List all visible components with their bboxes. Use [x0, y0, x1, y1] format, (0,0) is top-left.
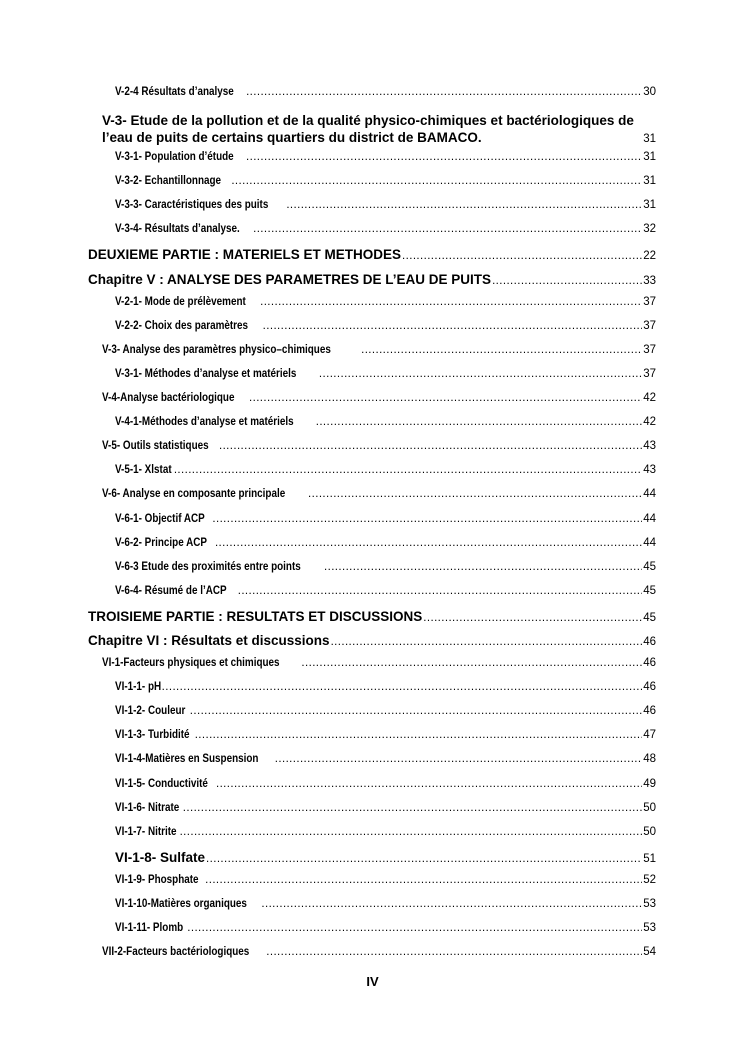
- dot-leader: [319, 368, 642, 380]
- toc-page-number: 48: [643, 753, 656, 766]
- dot-leader: [246, 151, 642, 163]
- dot-leader: [231, 175, 642, 187]
- toc-entry[interactable]: [88, 874, 656, 898]
- toc-entry[interactable]: [88, 368, 656, 392]
- page-number: IV: [366, 974, 379, 989]
- dot-leader: [212, 513, 642, 525]
- toc-entry[interactable]: [88, 296, 656, 320]
- toc-page-number: 45: [643, 584, 656, 597]
- toc-page-number: 45: [643, 560, 656, 573]
- toc-entry[interactable]: [88, 657, 656, 681]
- toc-page-number: 44: [643, 488, 656, 501]
- toc-page-number: 31: [643, 133, 656, 146]
- toc-entry-title: V-2-4 Résultats d’analyse: [115, 86, 234, 98]
- toc-entry-title: V-3-1- Population d’étude: [115, 151, 234, 164]
- dot-leader: [260, 296, 642, 308]
- toc-page-number: 53: [643, 922, 656, 935]
- toc-entry[interactable]: [88, 753, 656, 777]
- toc-entry-title: VI-1-10-Matières organiques: [115, 898, 247, 910]
- toc-page-number: 47: [643, 729, 656, 742]
- toc-entry[interactable]: [88, 175, 656, 199]
- dot-leader: [316, 416, 642, 428]
- dot-leader: [266, 946, 642, 958]
- dot-leader: [195, 729, 643, 741]
- toc-entry-title: VI-1-9- Phosphate: [115, 873, 199, 886]
- toc-entry[interactable]: [88, 440, 656, 464]
- toc-entry[interactable]: [88, 416, 656, 440]
- toc-entry-title: V-3- Analyse des paramètres physico–chimiques: [102, 343, 331, 356]
- toc-entry-title: V-4-1-Méthodes d’analyse et matériels: [115, 416, 294, 429]
- toc-page-number: 54: [643, 946, 656, 959]
- toc-entry-title: V-6-3 Etude des proximités entre points: [115, 560, 301, 573]
- toc-entry[interactable]: [88, 946, 656, 970]
- toc-page-number: 43: [643, 464, 656, 477]
- toc-page-number: 46: [643, 681, 656, 694]
- toc-entry-title: VI-1-1- pH: [115, 681, 162, 694]
- toc-entry[interactable]: [88, 633, 656, 657]
- toc-page-number: 44: [643, 536, 656, 549]
- dot-leader: [216, 778, 642, 790]
- toc-entry[interactable]: [88, 86, 656, 110]
- toc-page-number: 44: [643, 512, 656, 525]
- toc-entry-title: V-3-4- Résultats d’analyse.: [115, 223, 240, 236]
- toc-entry[interactable]: [88, 320, 656, 344]
- toc-entry[interactable]: [88, 151, 656, 175]
- toc-entry[interactable]: [88, 112, 656, 148]
- toc-entry-title: V-6- Analyse en composante principale: [102, 488, 286, 501]
- dot-leader: [174, 464, 642, 476]
- toc-entry[interactable]: [88, 850, 656, 874]
- toc-entry[interactable]: [88, 681, 656, 705]
- toc-entry-title-line2: l’eau de puits de certains quartiers du district de BAMACO.: [102, 130, 482, 146]
- toc-entry[interactable]: [88, 778, 656, 802]
- toc-page-number: 50: [643, 825, 656, 838]
- toc-entry-title: VI-1-Facteurs physiques et chimiques: [102, 657, 280, 670]
- toc-entry-title: V-3-1- Méthodes d’analyse et matériels: [115, 367, 297, 380]
- dot-leader: [286, 199, 642, 211]
- toc-page-number: 42: [643, 416, 656, 429]
- toc-entry[interactable]: [88, 898, 656, 922]
- toc-entry-title: V-5-1- Xlstat: [115, 464, 172, 477]
- toc-page-number: 32: [643, 223, 656, 236]
- toc-entry-title: DEUXIEME PARTIE : MATERIELS ET METHODES: [88, 247, 402, 263]
- toc-entry[interactable]: [88, 537, 656, 561]
- toc-entry[interactable]: [88, 729, 656, 753]
- toc-entry-title: Chapitre V : ANALYSE DES PARAMETRES DE L’EAU DE PUITS: [88, 271, 492, 287]
- toc-page-number: 46: [643, 705, 656, 718]
- toc-entry-title: V-3-3- Caractéristiques des puits: [115, 199, 269, 212]
- toc-page-number: 49: [643, 777, 656, 790]
- toc-page-number: 37: [643, 319, 656, 332]
- dot-leader: [423, 612, 642, 624]
- toc-page-number: 51: [643, 852, 656, 865]
- toc-page-number: 31: [643, 175, 656, 188]
- table-of-contents: [88, 86, 656, 970]
- toc-page-number: 45: [643, 611, 656, 624]
- dot-leader: [402, 250, 642, 262]
- toc-entry-title: V-4-Analyse bactériologique: [102, 392, 235, 405]
- toc-page-number: 46: [643, 635, 656, 648]
- toc-page-number: 31: [643, 199, 656, 212]
- dot-leader: [301, 657, 642, 669]
- dot-leader: [205, 874, 642, 886]
- toc-entry-title: VII-2-Facteurs bactériologiques: [102, 946, 250, 959]
- toc-entry-title: VI-1-8- Sulfate: [115, 849, 206, 865]
- toc-entry-title: Chapitre VI : Résultats et discussions: [88, 632, 330, 648]
- dot-leader: [331, 636, 643, 648]
- toc-entry-title: VI-1-2- Couleur: [115, 705, 186, 718]
- toc-page-number: 22: [643, 250, 656, 263]
- toc-entry[interactable]: [88, 705, 656, 729]
- dot-leader: [308, 488, 642, 500]
- toc-entry[interactable]: [88, 802, 656, 826]
- toc-entry-title: V-6-1- Objectif ACP: [115, 512, 205, 525]
- dot-leader: [253, 223, 642, 235]
- toc-page-number: 46: [643, 657, 656, 670]
- dot-leader: [162, 681, 643, 693]
- dot-leader: [261, 898, 642, 910]
- toc-page-number: 50: [643, 801, 656, 814]
- toc-entry[interactable]: [88, 488, 656, 512]
- dot-leader: [215, 537, 642, 549]
- toc-entry[interactable]: [88, 561, 656, 585]
- dot-leader: [361, 344, 642, 356]
- toc-entry-title: V-2-2- Choix des paramètres: [115, 319, 249, 332]
- dot-leader: [219, 440, 642, 452]
- toc-entry[interactable]: [88, 922, 656, 946]
- dot-leader: [206, 853, 642, 865]
- dot-leader: [183, 802, 642, 814]
- toc-page-number: 37: [643, 295, 656, 308]
- toc-entry[interactable]: [88, 826, 656, 850]
- toc-entry-title: VI-1-3- Turbidité: [115, 729, 190, 742]
- toc-page-number: 37: [643, 343, 656, 356]
- dot-leader: [275, 753, 642, 765]
- dot-leader: [249, 392, 642, 404]
- toc-entry[interactable]: [88, 223, 656, 247]
- dot-leader: [263, 320, 643, 332]
- toc-entry[interactable]: [88, 392, 656, 416]
- toc-entry[interactable]: [88, 199, 656, 223]
- toc-entry-title: V-3-2- Echantillonnage: [115, 175, 222, 188]
- toc-entry-title: V-6-4- Résumé de l’ACP: [115, 584, 227, 597]
- toc-entry-title: VI-1-4-Matières en Suspension: [115, 753, 259, 766]
- toc-page-number: 42: [643, 392, 656, 405]
- toc-entry[interactable]: [88, 344, 656, 368]
- toc-page-number: 43: [643, 440, 656, 453]
- toc-entry-title: V-2-1- Mode de prélèvement: [115, 295, 246, 308]
- toc-page-number: 33: [643, 274, 656, 287]
- dot-leader: [187, 922, 642, 934]
- toc-entry-title: TROISIEME PARTIE : RESULTATS ET DISCUSSIONS: [88, 608, 423, 624]
- toc-page-number: 31: [643, 151, 656, 164]
- dot-leader: [492, 275, 642, 287]
- toc-entry[interactable]: [88, 609, 656, 633]
- dot-leader: [238, 585, 642, 597]
- dot-leader: [180, 826, 643, 838]
- dot-leader: [324, 561, 642, 573]
- toc-entry-title: VI-1-11- Plomb: [115, 922, 184, 935]
- toc-entry-title: VI-1-5- Conductivité: [115, 777, 208, 790]
- toc-entry-title: V-5- Outils statistiques: [102, 440, 209, 453]
- toc-entry[interactable]: [88, 464, 656, 488]
- toc-page-number: 37: [643, 367, 656, 380]
- toc-entry-title: VI-1-6- Nitrate: [115, 801, 180, 814]
- dot-leader: [190, 705, 642, 717]
- toc-entry[interactable]: [88, 272, 656, 296]
- toc-entry-title: V-6-2- Principe ACP: [115, 536, 207, 549]
- toc-entry-title-line1: V-3- Etude de la pollution et de la qualité physico-chimiques et bactériologiques de: [102, 113, 634, 129]
- toc-entry[interactable]: [88, 513, 656, 537]
- toc-page-number: 52: [643, 873, 656, 886]
- dot-leader: [246, 86, 642, 98]
- toc-page-number: 53: [643, 898, 656, 910]
- toc-entry-title: VI-1-7- Nitrite: [115, 825, 177, 838]
- toc-entry[interactable]: [88, 247, 656, 271]
- toc-entry[interactable]: [88, 585, 656, 609]
- toc-page-number: 30: [643, 86, 656, 98]
